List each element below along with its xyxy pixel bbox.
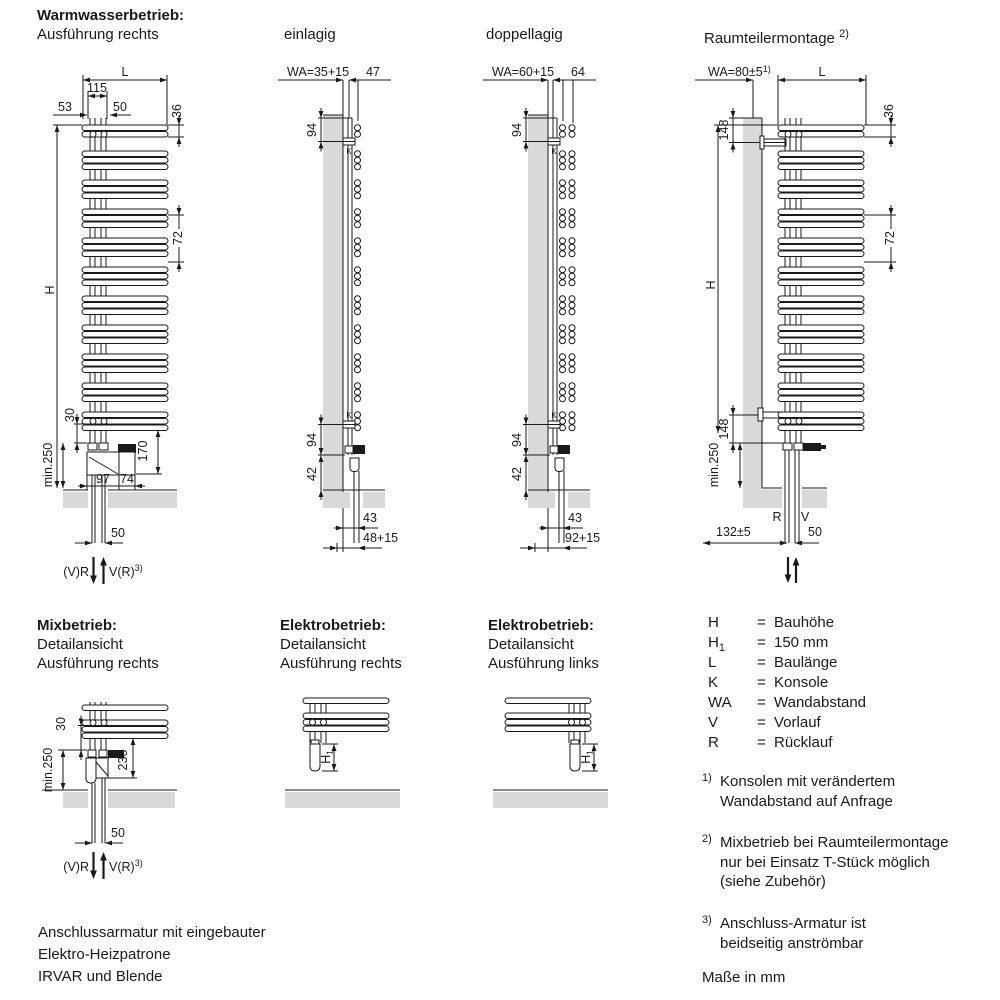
drawing-einlagig-side — [270, 55, 460, 600]
legend-sym — [708, 634, 757, 654]
legend-val: Rücklauf — [774, 734, 833, 751]
dim-label-94-top: 94 — [305, 123, 319, 137]
legend-val: Vorlauf — [774, 714, 821, 731]
legend-row-k — [708, 674, 866, 694]
legend-eq: = — [757, 734, 766, 751]
dim-label-94-bottom: 94 — [510, 433, 524, 447]
dim-label-97: 97 — [96, 472, 110, 486]
dim-115 — [87, 81, 107, 119]
footnote-2-text — [720, 833, 948, 892]
legend-eq: = — [757, 674, 766, 691]
dim-label-64: 64 — [571, 65, 585, 79]
konsole-top-label: K — [551, 147, 557, 156]
dim-label-43: 43 — [363, 511, 377, 525]
flow-label-vr2-sup: 3) — [134, 858, 143, 868]
footnote-3-line2: beidseitig anströmbar — [720, 934, 864, 952]
dim-label-36: 36 — [882, 104, 896, 118]
wall — [323, 115, 343, 552]
dim-36 — [168, 104, 184, 147]
dim-label-30: 30 — [54, 717, 68, 731]
legend-sym-text: H — [708, 614, 719, 631]
legend-val: Baulänge — [774, 654, 838, 671]
dim-label-50-top: 50 — [113, 100, 127, 114]
dim-50-top — [110, 100, 131, 117]
dim-L — [83, 65, 167, 125]
dim-43 — [539, 511, 583, 530]
konsole-bottom-label: K — [346, 411, 352, 420]
radiator-detail — [505, 698, 591, 743]
valve-side — [550, 445, 570, 472]
connection-valve-assembly — [783, 443, 826, 451]
footnote-2-marker: 2) — [702, 833, 712, 845]
dim-53 — [53, 100, 87, 117]
dim-label-wa-sup: 1) — [762, 64, 771, 74]
dim-min250 — [41, 748, 86, 793]
title-elektro-r-line1: Elektrobetrieb: — [280, 617, 386, 634]
legend-sym-text: R — [708, 734, 719, 751]
radiator-side — [553, 118, 575, 455]
dim-label-wa: WA=60+15 — [492, 65, 555, 79]
dim-label-H: H — [43, 285, 57, 295]
drawing-elektro-links-detail — [480, 680, 670, 860]
dim-label-H1-sym: H — [579, 754, 593, 764]
legend-row-h1 — [708, 634, 866, 654]
dim-label-wa-text: WA=80±5 — [708, 65, 763, 79]
drawing-mixbetrieb-detail — [30, 680, 240, 895]
floor — [285, 790, 400, 808]
legend-row-r — [708, 734, 866, 754]
konsole-top — [343, 138, 355, 156]
legend-eq: = — [757, 654, 766, 671]
legend-sym-text: WA — [708, 694, 732, 711]
dim-label-50-pipes: 50 — [111, 826, 125, 840]
dim-label-H1 — [579, 750, 595, 764]
flow-label-vr2-sup: 3) — [134, 563, 143, 573]
footnote-1-marker: 1) — [702, 772, 712, 784]
footnote-3-line1: Anschluss-Armatur ist — [720, 915, 866, 932]
dim-label-132: 132±5 — [716, 525, 751, 539]
legend-sym — [708, 654, 757, 674]
dim-label-230: 230 — [116, 749, 130, 771]
title-elektro-r-line3: Ausführung rechts — [280, 655, 402, 672]
footnote-1-line2: Wandabstand auf Anfrage — [720, 792, 893, 810]
dim-label-L: L — [121, 65, 129, 79]
drawing-elektro-rechts-detail — [270, 680, 460, 860]
dim-label-94-top: 94 — [510, 123, 524, 137]
connection-valve-assembly — [87, 443, 136, 475]
dim-label-48-15: 48+15 — [363, 531, 399, 545]
flow-label-vr2-text: V(R) — [109, 565, 135, 579]
legend-sym-text: V — [708, 714, 719, 731]
flow-label-vr2 — [109, 563, 143, 579]
title-raumteiler — [704, 25, 849, 48]
armature-note-line1: Anschlussarmatur mit eingebauter — [38, 924, 266, 941]
title-elektro-r-line2: Detailansicht — [280, 636, 366, 653]
dim-43 — [334, 511, 378, 530]
dim-label-43: 43 — [568, 511, 582, 525]
title-mix-line3: Ausführung rechts — [37, 655, 159, 672]
pipe-label-ruecklauf: R — [772, 510, 782, 524]
legend-sym-text: L — [708, 654, 717, 671]
wall-divider — [743, 118, 762, 508]
radiator-front — [778, 118, 864, 443]
radiator-front — [82, 118, 168, 443]
dim-min250 — [41, 443, 65, 488]
legend-eq: = — [757, 614, 766, 631]
dim-label-72: 72 — [883, 231, 897, 245]
dim-H1 — [319, 744, 338, 771]
dim-label-72: 72 — [171, 231, 185, 245]
legend-eq: = — [757, 714, 766, 731]
flow-direction — [63, 852, 142, 879]
dim-92-15 — [520, 531, 600, 552]
floor — [493, 790, 608, 808]
dim-170 — [136, 430, 162, 474]
dim-H — [43, 125, 82, 488]
legend-val: Bauhöhe — [774, 614, 835, 631]
dim-50-pipes — [75, 826, 125, 845]
floor — [42, 790, 177, 809]
dim-WA — [278, 65, 349, 82]
legend-sym — [708, 734, 757, 754]
drawing-raumteiler-front — [685, 55, 935, 600]
floor — [63, 490, 177, 509]
dim-label-50: 50 — [808, 525, 822, 539]
radiator-detail — [303, 698, 389, 743]
dim-label-42: 42 — [510, 467, 524, 481]
dim-label-170: 170 — [136, 440, 150, 462]
legend — [708, 614, 866, 754]
dim-H — [704, 125, 778, 433]
footnote-2-line2: nur bei Einsatz T-Stück möglich — [720, 853, 930, 871]
armature-note — [38, 922, 266, 988]
dim-label-53: 53 — [58, 100, 72, 114]
dim-label-H1 — [319, 750, 335, 764]
legend-row-wa — [708, 694, 866, 714]
footnote-2-line1: Mixbetrieb bei Raumteilermontage — [720, 834, 949, 851]
dim-WA — [483, 65, 554, 82]
dim-label-148-bottom: 148 — [717, 418, 731, 440]
konsole-bottom — [548, 411, 560, 428]
footnote-3-marker: 3) — [702, 914, 712, 926]
section-title-elektro-links — [488, 616, 599, 673]
units-note: Maße in mm — [702, 969, 786, 986]
legend-val: Konsole — [774, 674, 829, 691]
konsole-bottom — [343, 411, 355, 428]
dim-label-148-top: 148 — [717, 119, 731, 141]
konsole-top-label: K — [346, 147, 352, 156]
konsole-top — [760, 136, 786, 149]
legend-val: 150 mm — [774, 634, 829, 651]
dim-min250 — [707, 443, 742, 488]
legend-sym-text: K — [708, 674, 719, 691]
footnote-2 — [702, 833, 948, 892]
valve-side — [345, 445, 365, 472]
radiator-detail — [82, 702, 168, 750]
legend-sym-sub: 1 — [718, 642, 725, 654]
title-mix-line2: Detailansicht — [37, 636, 123, 653]
footnote-1-text — [720, 772, 895, 811]
dim-label-wa — [708, 64, 771, 79]
dim-label-36: 36 — [170, 104, 184, 118]
title-raumteiler-sup: 2) — [839, 28, 849, 40]
title-elektro-l-line2: Detailansicht — [488, 636, 574, 653]
flow-label-vr2-text: V(R) — [109, 860, 135, 874]
dim-47 — [343, 65, 391, 121]
dim-label-min250: min.250 — [41, 442, 55, 488]
dim-label-47: 47 — [366, 65, 380, 79]
dim-label-min250: min.250 — [707, 442, 721, 488]
flow-label-vr: (V)R — [63, 565, 89, 579]
dim-label-92-15: 92+15 — [565, 531, 601, 545]
dim-label-H: H — [704, 280, 718, 290]
dim-label-50-pipes: 50 — [111, 526, 125, 540]
legend-eq: = — [757, 634, 766, 651]
konsole-bottom-label: K — [551, 411, 557, 420]
legend-sym — [708, 614, 757, 634]
flow-label-vr: (V)R — [63, 860, 89, 874]
dim-50-pipes — [75, 526, 125, 545]
footnote-3-text — [720, 914, 866, 953]
dim-label-30: 30 — [63, 408, 77, 422]
dim-64 — [548, 65, 596, 123]
legend-sym — [708, 674, 757, 694]
flow-direction — [63, 557, 142, 584]
dim-label-min250: min.250 — [41, 747, 55, 793]
radiator-side — [348, 118, 361, 455]
legend-row-h — [708, 614, 866, 634]
dim-48-15 — [323, 531, 398, 552]
flow-label-vr2 — [109, 858, 143, 874]
armature-note-line3: IRVAR und Blende — [38, 968, 163, 985]
dim-label-94-bottom: 94 — [305, 433, 319, 447]
title-elektro-l-line3: Ausführung links — [488, 655, 599, 672]
title-warmwasser-line1: Warmwasserbetrieb: — [37, 7, 184, 24]
legend-sym-text: H — [708, 634, 719, 651]
dim-72 — [168, 205, 185, 272]
dim-36 — [864, 104, 896, 147]
dim-label-H1-sub: 1 — [325, 750, 335, 755]
pipe-label-vorlauf: V — [800, 510, 810, 524]
dim-label-H1-sym: H — [319, 754, 333, 764]
dim-label-H1-sub: 1 — [585, 750, 595, 755]
dim-L — [778, 65, 866, 125]
legend-sym — [708, 714, 757, 734]
title-doppellagig: doppellagig — [486, 26, 563, 43]
footnote-1 — [702, 772, 895, 811]
dim-label-74: 74 — [120, 472, 134, 486]
drawing-doppellagig-side — [475, 55, 665, 600]
flow-direction — [785, 557, 800, 583]
title-mix-line1: Mixbetrieb: — [37, 617, 118, 634]
footnote-1-line1: Konsolen mit verändertem — [720, 773, 896, 790]
dim-label-115: 115 — [87, 81, 107, 95]
title-elektro-l-line1: Elektrobetrieb: — [488, 617, 594, 634]
footnote-3 — [702, 914, 866, 953]
dim-132 — [703, 525, 787, 545]
wall — [528, 115, 548, 552]
supply-pipes — [92, 778, 105, 843]
drawing-warmwasser-front — [30, 55, 240, 600]
legend-val: Wandabstand — [774, 694, 867, 711]
dim-label-42: 42 — [305, 467, 319, 481]
legend-row-l — [708, 654, 866, 674]
section-title-elektro-rechts — [280, 616, 402, 673]
legend-eq: = — [757, 694, 766, 711]
armature-note-line2: Elektro-Heizpatrone — [38, 946, 171, 963]
dim-H1 — [579, 744, 598, 771]
legend-row-v — [708, 714, 866, 734]
section-title-warmwasser — [37, 6, 184, 44]
title-warmwasser-line2: Ausführung rechts — [37, 26, 159, 43]
title-raumteiler-text: Raumteilermontage — [704, 30, 835, 47]
dim-label-L: L — [818, 65, 826, 79]
dim-42 — [305, 448, 323, 500]
dim-42 — [510, 448, 528, 500]
konsole-top — [548, 138, 560, 156]
footnote-2-line3: (siehe Zubehör) — [720, 873, 826, 890]
title-einlagig: einlagig — [284, 26, 336, 43]
section-title-mix — [37, 616, 159, 673]
dim-72 — [864, 205, 897, 272]
legend-sym — [708, 694, 757, 714]
dim-label-wa: WA=35+15 — [287, 65, 350, 79]
